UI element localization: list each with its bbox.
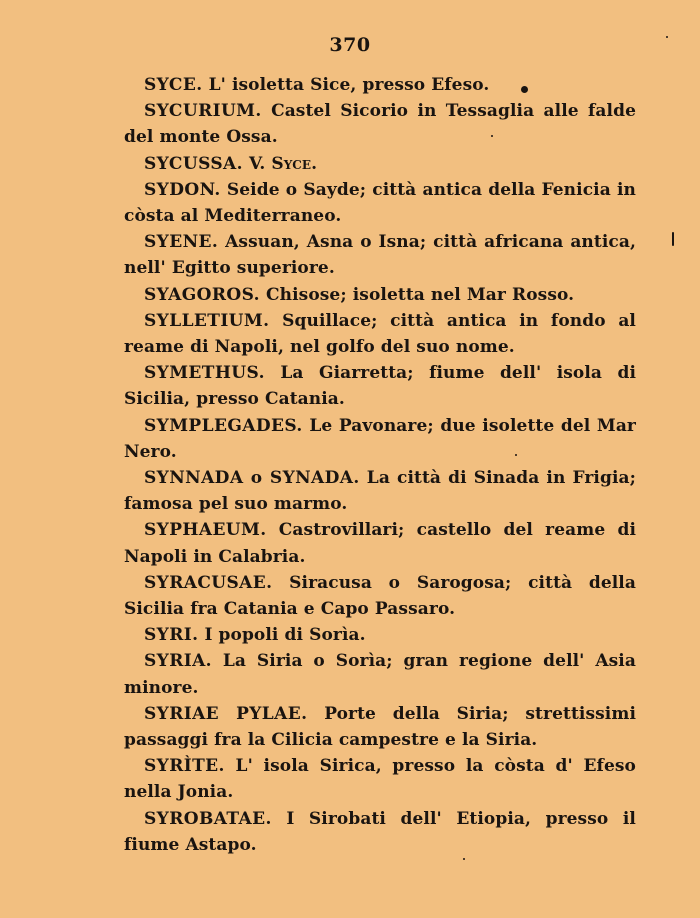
entry-text: La città di Sinada in Frigia; famosa pel suo marmo. — [124, 468, 636, 515]
entry-headword: SYRACUSAE. — [144, 572, 273, 593]
scan-speck — [463, 858, 465, 860]
entry-text: Squillace; città antica in fondo al reame di Napoli, nel golfo del suo nome. — [124, 310, 636, 358]
entry-symethus — [124, 360, 636, 412]
entry-text: V. — [249, 153, 266, 174]
entry-headword: SYNNADA o SYNADA. — [144, 468, 360, 489]
entry-text: Siracusa o Sarogosa; città della Sicilia fra Catania e Capo Passaro. — [124, 572, 636, 620]
entry-headword: SYRIA. — [144, 651, 213, 672]
entry-headword: SYDON. — [144, 179, 221, 200]
entry-syene — [124, 229, 636, 281]
entry-synnada — [124, 465, 636, 517]
entry-sycussa — [124, 151, 636, 177]
entry-syrite — [124, 753, 636, 805]
scan-speck — [672, 232, 674, 246]
entry-text: Chisose; isoletta nel Mar Rosso. — [266, 284, 575, 305]
entry-headword: SYROBATAE. — [144, 808, 272, 829]
page-number: 370 — [329, 34, 371, 56]
entry-sycurium — [124, 98, 636, 150]
entry-syri — [124, 622, 636, 648]
entry-sylletium — [124, 308, 636, 360]
gazetteer-entries — [124, 72, 636, 858]
entry-text: Castrovillari; castello del reame di Napoli in Calabria. — [124, 520, 636, 567]
entry-headword: SYMETHUS. — [144, 363, 265, 384]
entry-text: L' isoletta Sice, presso Efeso. — [208, 75, 490, 95]
cross-reference: Syce. — [271, 153, 318, 174]
entry-headword: SYRÌTE. — [144, 756, 225, 777]
entry-syracusae — [124, 570, 636, 622]
entry-headword: SYCUSSA. — [144, 153, 243, 174]
entry-syagoros — [124, 282, 636, 308]
entry-text: L' isola Sirica, presso la còsta d' Efeso nella Jonia. — [124, 756, 636, 803]
entry-headword: SYMPLEGADES. — [144, 415, 303, 436]
entry-text: Seide o Sayde; città antica della Fenicia in còsta al Mediterraneo. — [124, 179, 636, 227]
entry-text: I Sirobati dell' Etiopia, presso il fiume Astapo. — [124, 808, 636, 855]
entry-headword: SYLLETIUM. — [144, 310, 270, 331]
entry-text: Porte della Siria; strettissimi passaggi fra la Cilicia campestre e la Siria. — [124, 703, 636, 751]
entry-headword: SYENE. — [144, 232, 219, 253]
entry-text: Castel Sicorio in Tessaglia alle falde del monte Ossa. — [124, 101, 636, 148]
entry-syrobatae — [124, 806, 636, 858]
entry-text: Assuan, Asna o Isna; città africana antica, nell' Egitto superiore. — [124, 232, 636, 279]
entry-text: Le Pavonare; due isolette del Mar Nero. — [124, 415, 636, 462]
scan-speck — [515, 454, 517, 456]
entry-text: I popoli di Sorìa. — [204, 625, 366, 646]
entry-symplegades — [124, 413, 636, 465]
entry-text: La Giarretta; fiume dell' isola di Sicilia, presso Catania. — [124, 363, 636, 410]
entry-syce — [124, 72, 636, 98]
entry-headword: SYRIAE PYLAE. — [144, 703, 308, 724]
entry-headword: SYAGOROS. — [144, 284, 260, 305]
entry-text: La Siria o Sorìa; gran regione dell' Asia minore. — [124, 651, 636, 698]
scan-speck — [666, 36, 668, 38]
entry-headword: SYPHAEUM. — [144, 520, 267, 541]
entry-syriae-pylae — [124, 701, 636, 753]
entry-headword: SYCE. — [144, 75, 203, 95]
entry-headword: SYRI. — [144, 625, 199, 646]
entry-headword: SYCURIUM. — [144, 101, 262, 122]
scan-speck — [521, 86, 528, 93]
entry-sydon — [124, 177, 636, 229]
entry-syria — [124, 648, 636, 700]
entry-syphaeum — [124, 517, 636, 569]
scan-speck — [491, 135, 493, 137]
